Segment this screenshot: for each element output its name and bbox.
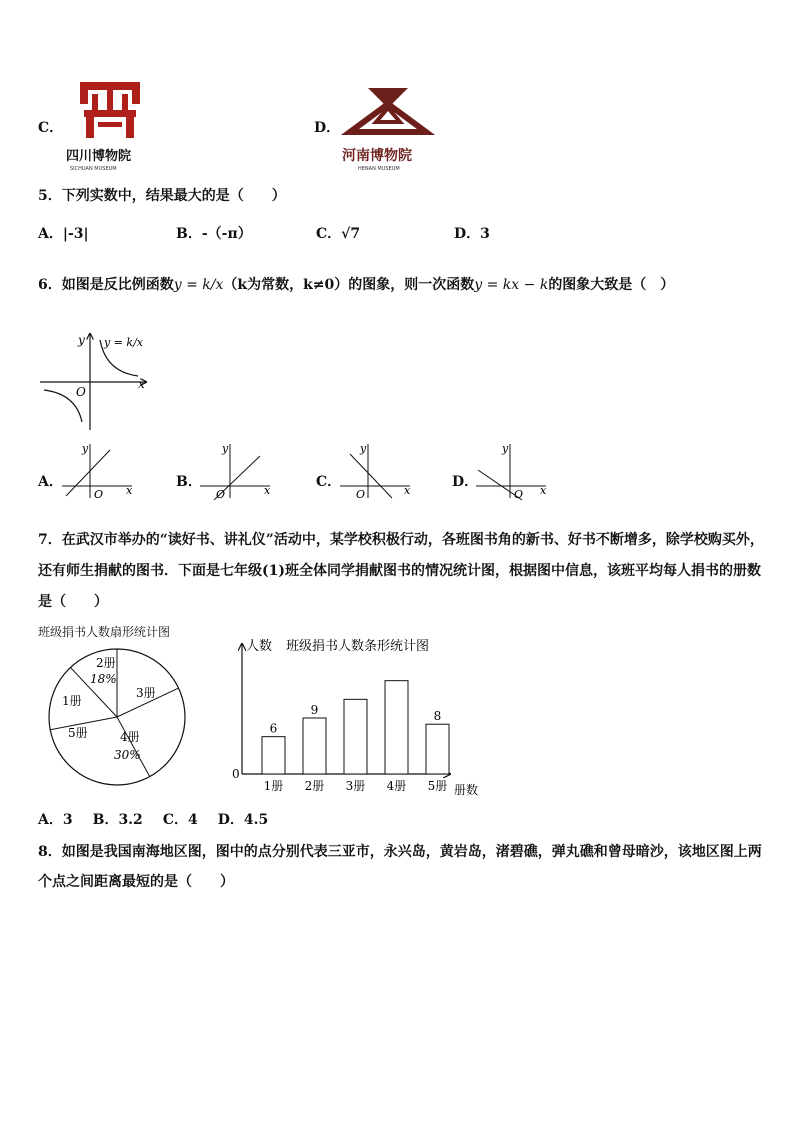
bar-category-2: 2册: [304, 779, 325, 793]
pie-pct-4: 30%: [114, 748, 141, 762]
pie-label-1: 1册: [62, 694, 82, 708]
q6c-origin: O: [356, 488, 366, 500]
sichuan-museum-logo: [60, 80, 170, 172]
q5-option-b: B．-（-π）: [176, 226, 252, 242]
q6c-y-label: y: [360, 442, 367, 455]
q7-line1: 7．在武汉市举办的“读好书、讲礼仪”活动中，某学校积极行动，各班图书角的新书、好书不断增多，除学校购买外，: [38, 532, 764, 548]
bar-1: [262, 737, 285, 774]
bar-3: [344, 699, 367, 774]
q7-bar-chart: [228, 632, 498, 802]
q7-option-c: C．4: [162, 812, 198, 828]
q6-origin: O: [76, 385, 86, 399]
bar-5: [426, 724, 449, 774]
q6a-line: [66, 450, 110, 496]
q8-line1: 8．如图是我国南海地区图，图中的点分别代表三亚市，永兴岛，黄岩岛，渚碧礁，弹丸礁和曾母暗沙，该地区图上两: [38, 844, 762, 860]
q4-option-d-label: D．: [314, 120, 341, 136]
q6-y-label: y: [78, 333, 85, 347]
bar-value-label-5: 8: [433, 709, 442, 724]
bar-category-5: 5册: [427, 779, 448, 793]
q6-option-a-graph: [60, 440, 140, 500]
q6-stem-mid: （k为常数，k≠0）的图象，则一次函数: [223, 277, 475, 293]
pie-label-2: 2册: [96, 656, 116, 670]
q8-line2: 个点之间距离最短的是（ ）: [38, 874, 234, 890]
bar-x-title: 册数: [454, 783, 479, 797]
q6-option-c-label: C．: [316, 474, 342, 490]
q7-option-a: A．3: [38, 812, 73, 828]
sichuan-logo-subtext: SICHUAN MUSEUM: [70, 166, 117, 172]
q5-option-d: D．3: [454, 226, 490, 242]
pie-label-5: 5册: [68, 726, 88, 740]
bar-value-label-1: 6: [269, 721, 278, 736]
henan-museum-logo: [338, 82, 438, 172]
q6d-x-label: x: [540, 484, 547, 497]
q6b-origin: O: [216, 488, 226, 500]
q6-option-c-graph: [338, 440, 418, 500]
q6a-x-label: x: [126, 484, 133, 497]
q6-stem-prefix: 6．如图是反比例函数: [38, 277, 174, 293]
pie-label-3: 3册: [136, 686, 156, 700]
q5-option-c: C．√7: [316, 226, 361, 242]
q6-stem: [38, 275, 674, 295]
q7-line2: 还有师生捐献的图书．下面是七年级(1)班全体同学捐献图书的情况统计图，根据图中信息，该班平均每人捐书的册数: [38, 563, 761, 579]
q6-hyperbola-graph: [36, 326, 156, 432]
bar-chart-title: 班级捐书人数条形统计图: [286, 639, 430, 654]
q6c-x-label: x: [404, 484, 411, 497]
q4-option-c-label: C．: [38, 120, 64, 136]
bar-y-title: 人数: [246, 639, 273, 654]
bar-value-label-2: 9: [310, 703, 319, 717]
q7-line3: 是（ ）: [38, 594, 108, 610]
q6-option-b-label: B．: [176, 474, 202, 490]
q7-pie-chart: [46, 646, 188, 788]
bar-category-4: 4册: [386, 779, 407, 793]
q6a-y-label: y: [82, 442, 89, 455]
q6a-origin: O: [94, 488, 104, 500]
q6-option-a-label: A．: [38, 474, 63, 490]
bar-4: [385, 681, 408, 774]
bar-category-1: 1册: [263, 779, 284, 793]
q6-option-d-label: D．: [452, 474, 479, 490]
q5-stem: 5．下列实数中，结果最大的是（ ）: [38, 188, 286, 204]
q7-option-b: B．3.2: [92, 812, 143, 828]
bar-category-3: 3册: [345, 779, 366, 793]
q6-option-b-graph: [198, 440, 278, 500]
q6-option-d-graph: [474, 440, 554, 500]
pie-label-4: 4册: [120, 730, 140, 744]
q6-curve-label: y = k/x: [104, 336, 143, 349]
q6-stem-linear: y = kx − k: [474, 277, 549, 293]
q6-stem-suffix: 的图象大致是（ ）: [548, 277, 675, 293]
q7-pie-title: 班级捐书人数扇形统计图: [38, 625, 171, 639]
q7-options: [38, 810, 268, 830]
q6-stem-func: y = k/x: [173, 277, 224, 293]
sichuan-logo-text: 四川博物院: [66, 149, 132, 164]
q6b-y-label: y: [222, 442, 229, 455]
henan-logo-subtext: HENAN MUSEUM: [358, 166, 400, 172]
q6b-x-label: x: [264, 484, 271, 497]
bar-group: [262, 681, 449, 793]
pie-pct-2: 18%: [90, 672, 117, 686]
q5-option-a: A．|-3|: [38, 226, 89, 242]
bar-2: [303, 718, 326, 774]
q6-x-label: x: [138, 377, 145, 391]
q6d-y-label: y: [502, 442, 509, 455]
q6d-origin: O: [514, 488, 524, 500]
pie-divider-3: [117, 717, 150, 777]
bar-origin: 0: [232, 767, 240, 781]
q7-option-d: D．4.5: [217, 812, 269, 828]
henan-logo-text: 河南博物院: [342, 148, 412, 164]
